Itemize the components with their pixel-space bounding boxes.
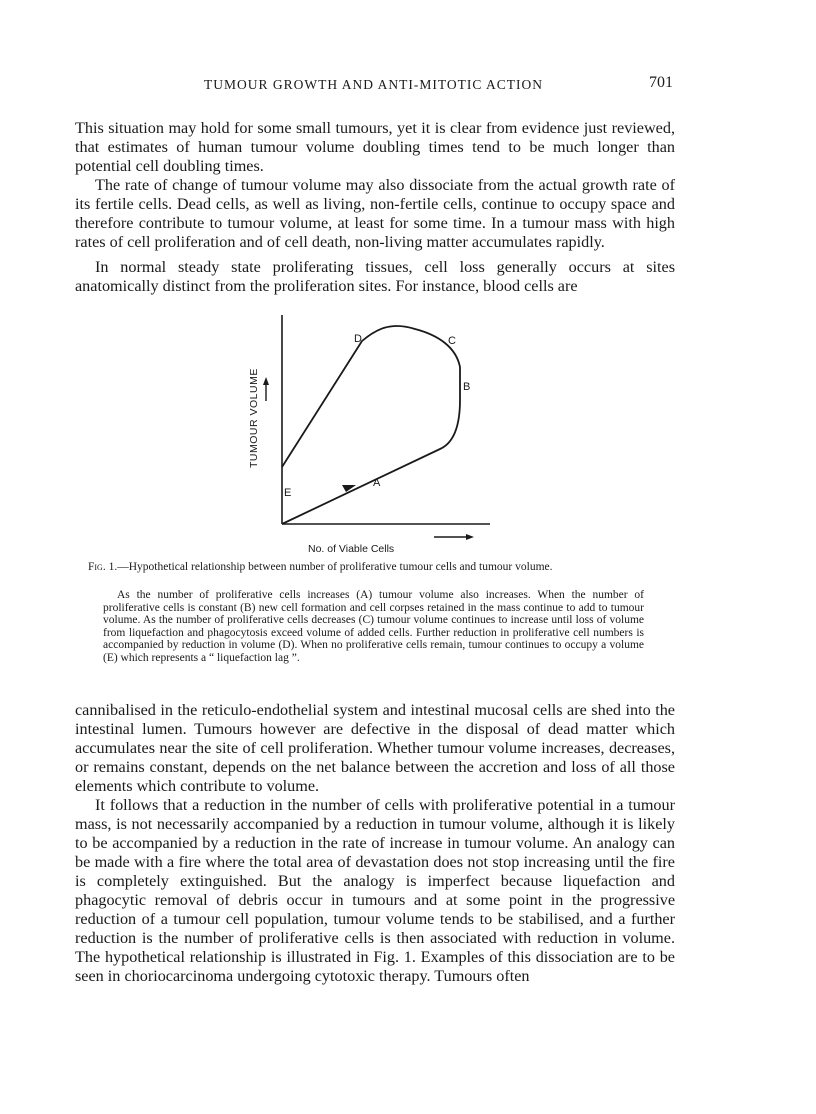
curve-direction-arrow: [342, 485, 356, 492]
paragraph-2: The rate of change of tumour volume may also dissociate from the actual growth rate of its fertile cells. Dead cells, as well as living, non-fertile cells, continue to occupy space and therefore contribute to tumour volume, at least for some time. In a tumour mass with high rates of cell proliferation and of cell death, non-living matter accumulates rapidly.: [75, 176, 675, 251]
paragraph-1: This situation may hold for some small tumours, yet it is clear from evidence just reviewed, that estimates of human tumour volume doubling times tend to be much longer than potential cell doubling times.: [75, 119, 675, 175]
figure-1: [230, 305, 520, 557]
figure-caption-body: As the number of proliferative cells increases (A) tumour volume also increases. When the number of proliferative cells is constant (B) new cell formation and cell corpses retained in the mass continue to add to tumour volume. As the number of proliferative cells decreases (C) tumour volume continues to increase until loss of volume from liquefaction and phagocytosis exceed volume of added cells. Further reduction in proliferative cell numbers is accompanied by reduction in volume (D). When no proliferative cells remain, tumour continues to occupy a volume (E) which represents a “ liquefaction lag ”.: [103, 589, 644, 664]
paragraph-5: It follows that a reduction in the number of cells with proliferative potential in a tumour mass, is not necessarily accompanied by a reduction in tumour volume, although it is likely to be accompanied by a reduction in the rate of increase in tumour volume. An analogy can be made with a fire where the total area of devastation does not stop increasing until the fire is completely extinguished. But the analogy is imperfect because liquefaction and phagocytic removal of debris occur in tumours and at some point in the progressive reduction of a tumour cell population, tumour volume tends to be stabilised, and a further reduction is the number of proliferative cells is then associated with reduction in volume. The hypothetical relationship is illustrated in Fig. 1. Examples of this dissociation are to be seen in choriocarcinoma undergoing cytotoxic therapy. Tumours often: [75, 796, 675, 985]
page-number: 701: [649, 74, 673, 91]
point-label-d: D: [354, 333, 362, 345]
paragraph-4: cannibalised in the reticulo-endothelial system and intestinal mucosal cells are shed into the intestinal lumen. Tumours however are defective in the disposal of dead matter which accumulates near the site of cell proliferation. Whether tumour volume increases, decreases, or remains constant, depends on the net balance between the accretion and loss of all those elements which contribute to volume.: [75, 701, 675, 795]
figure-caption-title: [88, 561, 654, 574]
point-label-a: A: [373, 477, 381, 489]
y-axis-arrow-head: [263, 377, 269, 385]
point-label-e: E: [284, 487, 292, 499]
x-axis-arrow-head: [466, 534, 474, 540]
running-title: TUMOUR GROWTH AND ANTI-MITOTIC ACTION: [204, 77, 543, 92]
figure-caption-label: Fig. 1.: [88, 561, 118, 573]
x-axis-label: No. of Viable Cells: [308, 543, 395, 555]
point-label-c: C: [448, 335, 456, 347]
y-axis-label: TUMOUR VOLUME: [248, 368, 260, 468]
paragraph-3: In normal steady state proliferating tissues, cell loss generally occurs at sites anatomically distinct from the proliferation sites. For instance, blood cells are: [75, 258, 675, 295]
point-label-b: B: [463, 381, 471, 393]
figure-caption-title-text: —Hypothetical relationship between number of proliferative tumour cells and tumour volume.: [117, 561, 553, 573]
volume-curve: [282, 326, 460, 524]
figure-1-diagram: [230, 305, 520, 557]
running-header: [0, 74, 816, 99]
